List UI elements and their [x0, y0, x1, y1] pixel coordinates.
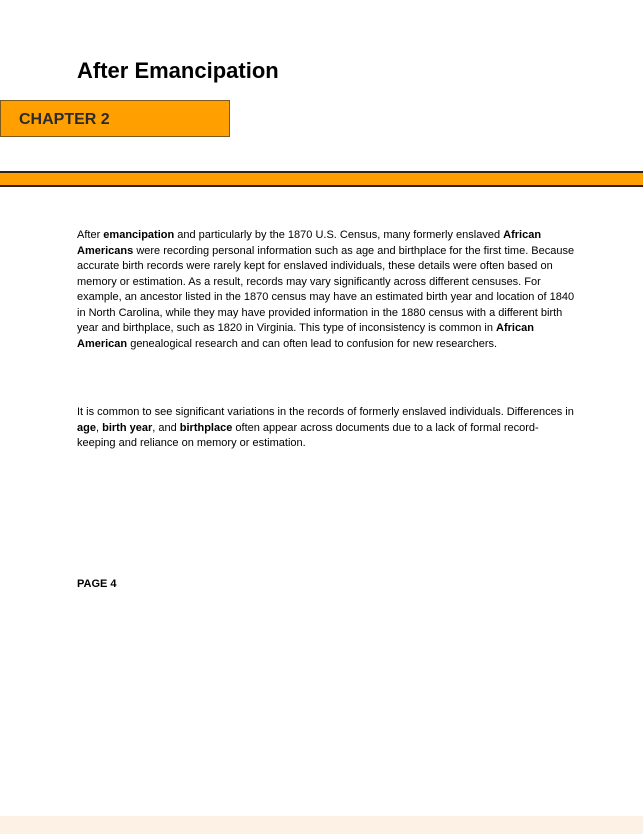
body-paragraph-2: It is common to see significant variations in the records of formerly enslaved individuals. Differences in age, birth year, and birthplace often appear across documents due to a lack of formal record-keeping and reliance on memory or estimation. [77, 406, 574, 449]
emphasized-term: birth year [102, 421, 153, 434]
emphasized-term: emancipation [103, 229, 175, 241]
section-divider [0, 171, 643, 187]
emphasized-term: African Americans [77, 229, 542, 257]
page-number: PAGE 4 [77, 578, 117, 590]
body-paragraph-1: After emancipation and particularly by the 1870 U.S. Census, many formerly enslaved African Americans were recording personal information such as age and birthplace for the first time. Because accurate birth records were rarely kept for enslaved individuals, these details were often based on memory or estimation. As a result, records may vary significantly across different censuses. For example, an ancestor listed in the 1870 census may have an estimated birth year and location of 1840 in North Carolina, while they may have provided information in the 1880 census with a different birth year and birthplace, such as 1820 in Virginia. This type of inconsistency is common in African American genealogical research and can often lead to confusion for new researchers. [77, 229, 575, 350]
page-title: After Emancipation [77, 58, 279, 83]
chapter-label: CHAPTER 2 [19, 111, 110, 128]
footer-band [0, 816, 643, 834]
emphasized-term: age [77, 421, 96, 434]
emphasized-term: birthplace [179, 421, 233, 434]
emphasized-term: African American [77, 322, 534, 350]
chapter-banner [0, 100, 230, 137]
